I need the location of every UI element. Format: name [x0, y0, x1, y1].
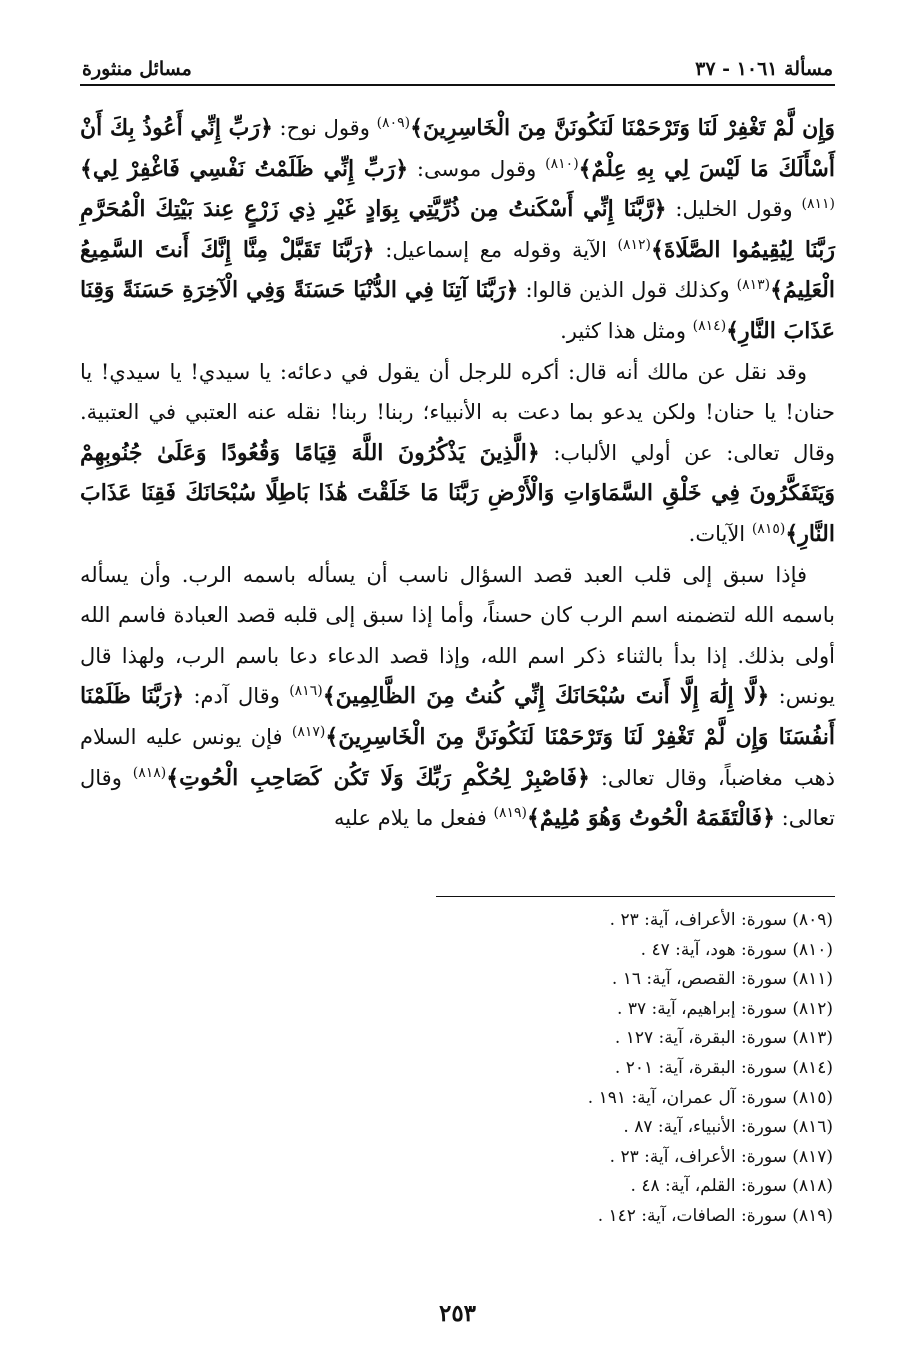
- footnote: (٨١٧) سورة: الأعراف، آية: ٢٣ .: [609, 1146, 833, 1167]
- body-text: فإن يونس عليه السلام ذهب مغاضباً، وقال تعالى:: [80, 724, 835, 790]
- footnote-ref: (٨١٨): [132, 764, 167, 781]
- paragraph: [80, 555, 835, 839]
- body-text: وقول الخليل:: [666, 197, 802, 222]
- body-text: وقول نوح:: [272, 116, 377, 140]
- quran-verse: ﴿رَبِّ إِنِّي أَعُوذُ بِكَ أَنْ أَسْأَلَكَ مَا لَيْسَ لِي بِهِ عِلْمٌ﴾: [80, 115, 835, 182]
- footnote: (٨١٤) سورة: البقرة، آية: ٢٠١ .: [614, 1057, 833, 1078]
- footnote: (٨١٠) سورة: هود، آية: ٤٧ .: [640, 939, 833, 960]
- body-text: وقال تعالى:: [80, 765, 835, 831]
- quran-verse: ﴿فَالْتَقَمَهُ الْحُوتُ وَهُوَ مُلِيمٌ﴾: [526, 805, 775, 832]
- quran-verse: ﴿رَبَّنَا ظَلَمْنَا أَنفُسَنَا وَإِن لَّمْ تَغْفِرْ لَنَا وَتَرْحَمْنَا لَنَكُونَنَّ مِنَ الْخَاسِرِينَ﴾: [80, 683, 836, 750]
- footnote-ref: (٨٠٩): [376, 115, 411, 131]
- paragraph: [80, 108, 835, 352]
- footnote-divider: [436, 896, 835, 897]
- quran-verse: ﴿رَبِّ إِنِّي ظَلَمْتُ نَفْسِي فَاغْفِرْ لِي﴾: [80, 155, 409, 182]
- footnote-ref: (٨١٩): [493, 805, 527, 822]
- footnote: (٨١٨) سورة: القلم، آية: ٤٨ .: [630, 1176, 833, 1197]
- header-book-title: مسائل منثورة: [82, 58, 192, 80]
- footnote-ref: (٨١٦): [289, 683, 323, 700]
- quran-verse: ﴿رَبَّنَا آتِنَا فِي الدُّنْيَا حَسَنَةً وَفِي الْآخِرَةِ حَسَنَةً وَقِنَا عَذَابَ النَّارِ﴾: [80, 277, 835, 344]
- body-text: فإذا سبق إلى قلب العبد قصد السؤال ناسب أن يسأله باسمه الرب. وأن يسأله باسمه الله لتضمنه اسم الرب كان حسناً، وأما إذا سبق إلى قلبه قصد العبادة فاسم الله أولى بذلك. إذا بدأ بالثناء ذكر اسم الله، وإذا قصد الدعاء دعا باسم الرب، ولهذا قال يونس:: [80, 562, 836, 709]
- main-text: [80, 108, 835, 839]
- footnote-ref: (٨١٥): [751, 520, 786, 537]
- running-header: [82, 50, 833, 80]
- footnote-ref: (٨١٣): [736, 277, 771, 294]
- quran-verse: ﴿الَّذِينَ يَذْكُرُونَ اللَّهَ قِيَامًا وَقُعُودًا وَعَلَىٰ جُنُوبِهِمْ وَيَتَفَكَّرُونَ فِي خَلْقِ السَّمَاوَاتِ وَالْأَرْضِ رَبَّنَا مَا خَلَقْتَ هَٰذَا بَاطِلًا سُبْحَانَكَ فَقِنَا عَذَابَ النَّارِ﴾: [80, 439, 835, 547]
- header-issue-number: مسألة ١٠٦١ - ٣٧: [695, 58, 833, 80]
- quran-verse: ﴿رَّبَّنَا إِنِّي أَسْكَنتُ مِن ذُرِّيَّتِي بِوَادٍ غَيْرِ ذِي زَرْعٍ عِندَ بَيْتِكَ الْمُحَرَّمِ رَبَّنَا لِيُقِيمُوا الصَّلَاةَ﴾: [80, 196, 836, 263]
- header-divider: [80, 84, 835, 86]
- footnote: (٨٠٩) سورة: الأعراف، آية: ٢٣ .: [609, 910, 833, 930]
- footnote-ref: (٨١٠): [545, 155, 579, 172]
- body-text: وقد نقل عن مالك أنه قال: أكره للرجل أن يقول في دعائه: يا سيدي! يا سيدي! يا حنان! يا حنان! ولكن يدعو بما دعت به الأنبياء؛ ربنا! ربنا! نقله عنه العتبي في العتبية. وقال تعالى: عن أولي الألباب:: [80, 359, 836, 465]
- footnote: (٨١٥) سورة: آل عمران، آية: ١٩١ .: [587, 1087, 833, 1108]
- quran-verse: ﴿لَّا إِلَٰهَ إِلَّا أَنتَ سُبْحَانَكَ إِنِّي كُنتُ مِنَ الظَّالِمِينَ﴾: [322, 683, 770, 710]
- quran-verse: ﴿رَبَّنَا تَقَبَّلْ مِنَّا إِنَّكَ أَنتَ السَّمِيعُ الْعَلِيمُ﴾: [80, 236, 835, 304]
- body-text: ومثل هذا كثير.: [560, 318, 693, 343]
- paragraph: [80, 352, 835, 555]
- footnote-ref: (٨١١): [801, 196, 835, 213]
- body-text: وكذلك قول الذين قالوا:: [518, 278, 737, 303]
- footnote: (٨١٣) سورة: البقرة، آية: ١٢٧ .: [614, 1028, 833, 1049]
- footnote-ref: (٨١٧): [291, 723, 326, 740]
- body-text: الآية وقوله مع إسماعيل:: [374, 237, 618, 262]
- body-text: الآيات.: [688, 521, 752, 546]
- quran-verse: وَإِن لَّمْ تَغْفِرْ لَنَا وَتَرْحَمْنَا لَنَكُونَنَّ مِنَ الْخَاسِرِينَ﴾: [410, 115, 835, 141]
- page-number: ٢٥٣: [438, 1300, 477, 1327]
- body-text: وقول موسى:: [408, 156, 546, 181]
- footnote: (٨١٦) سورة: الأنبياء، آية: ٨٧ .: [623, 1117, 833, 1138]
- body-text: ففعل ما يلام عليه: [333, 806, 494, 831]
- footnote-ref: (٨١٢): [617, 236, 652, 253]
- footnotes: [80, 906, 833, 1232]
- footnote-ref: (٨١٤): [692, 317, 727, 334]
- body-text: وقال آدم:: [184, 684, 290, 709]
- footnote: (٨١٢) سورة: إبراهيم، آية: ٣٧ .: [617, 998, 833, 1019]
- footnote: (٨١١) سورة: القصص، آية: ١٦ .: [611, 969, 833, 990]
- footnote: (٨١٩) سورة: الصافات، آية: ١٤٢ .: [597, 1205, 833, 1226]
- quran-verse: ﴿فَاصْبِرْ لِحُكْمِ رَبِّكَ وَلَا تَكُن كَصَاحِبِ الْحُوتِ﴾: [166, 764, 590, 791]
